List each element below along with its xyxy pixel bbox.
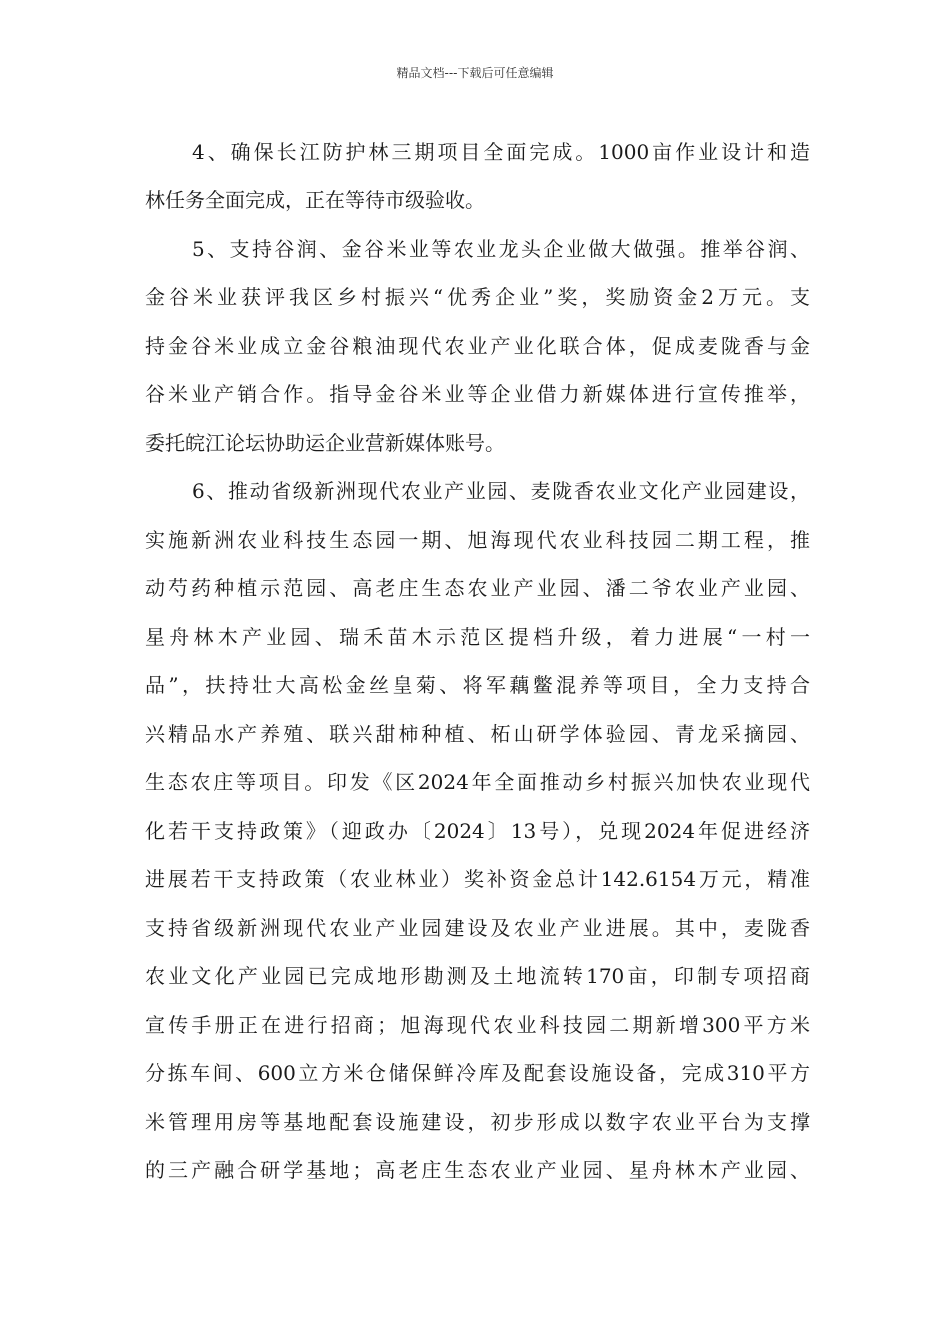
paragraph-6-line-2: 实施新洲农业科技生态园一期、旭海现代农业科技园二期工程，推 — [145, 528, 810, 552]
paragraph-5-line-1: 5、支持谷润、金谷米业等农业龙头企业做大做强。推举谷润、 — [192, 237, 810, 261]
paragraph-5-line-3: 持金谷米业成立金谷粮油现代农业产业化联合体，促成麦陇香与金 — [145, 334, 810, 358]
paragraph-4-line-2: 林任务全面完成，正在等待市级验收。 — [145, 188, 485, 212]
paragraph-6-line-7: 生态农庄等项目。印发《区2024年全面推动乡村振兴加快农业现代 — [145, 770, 810, 794]
paragraph-6-line-8: 化若干支持政策》（迎政办〔2024〕13号），兑现2024年促进经济 — [145, 819, 810, 843]
paragraph-5-line-4: 谷米业产销合作。指导金谷米业等企业借力新媒体进行宣传推举， — [145, 382, 810, 406]
paragraph-5-line-5: 委托皖江论坛协助运企业营新媒体账号。 — [145, 431, 505, 455]
page-header: 精品文档---下载后可任意编辑 — [396, 66, 554, 80]
paragraph-6-line-9: 进展若干支持政策（农业林业）奖补资金总计142.6154万元，精准 — [145, 867, 810, 891]
paragraph-6-line-14: 米管理用房等基地配套设施建设，初步形成以数字农业平台为支撑 — [145, 1110, 810, 1134]
paragraph-6-line-4: 星舟林木产业园、瑞禾苗木示范区提档升级，着力进展“一村一 — [145, 625, 810, 649]
paragraph-4-line-1: 4、确保长江防护林三期项目全面完成。1000亩作业设计和造 — [192, 140, 810, 164]
paragraph-6-line-10: 支持省级新洲现代农业产业园建设及农业产业进展。其中，麦陇香 — [145, 916, 810, 940]
paragraph-6-line-12: 宣传手册正在进行招商；旭海现代农业科技园二期新增300平方米 — [145, 1013, 810, 1037]
paragraph-6-line-13: 分拣车间、600立方米仓储保鲜冷库及配套设施设备，完成310平方 — [145, 1061, 810, 1085]
paragraph-6-line-15: 的三产融合研学基地；高老庄生态农业产业园、星舟林木产业园、 — [145, 1158, 810, 1182]
paragraph-6-line-3: 动芍药种植示范园、高老庄生态农业产业园、潘二爷农业产业园、 — [145, 576, 810, 600]
paragraph-5-line-2: 金谷米业获评我区乡村振兴“优秀企业”奖，奖励资金2万元。支 — [145, 285, 810, 309]
paragraph-6-line-1: 6、推动省级新洲现代农业产业园、麦陇香农业文化产业园建设， — [192, 479, 810, 503]
paragraph-6-line-11: 农业文化产业园已完成地形勘测及土地流转170亩，印制专项招商 — [145, 964, 810, 988]
paragraph-6-line-6: 兴精品水产养殖、联兴甜柿种植、柘山研学体验园、青龙采摘园、 — [145, 722, 810, 746]
paragraph-6-line-5: 品”，扶持壮大高松金丝皇菊、将军藕鳖混养等项目，全力支持合 — [145, 673, 810, 697]
